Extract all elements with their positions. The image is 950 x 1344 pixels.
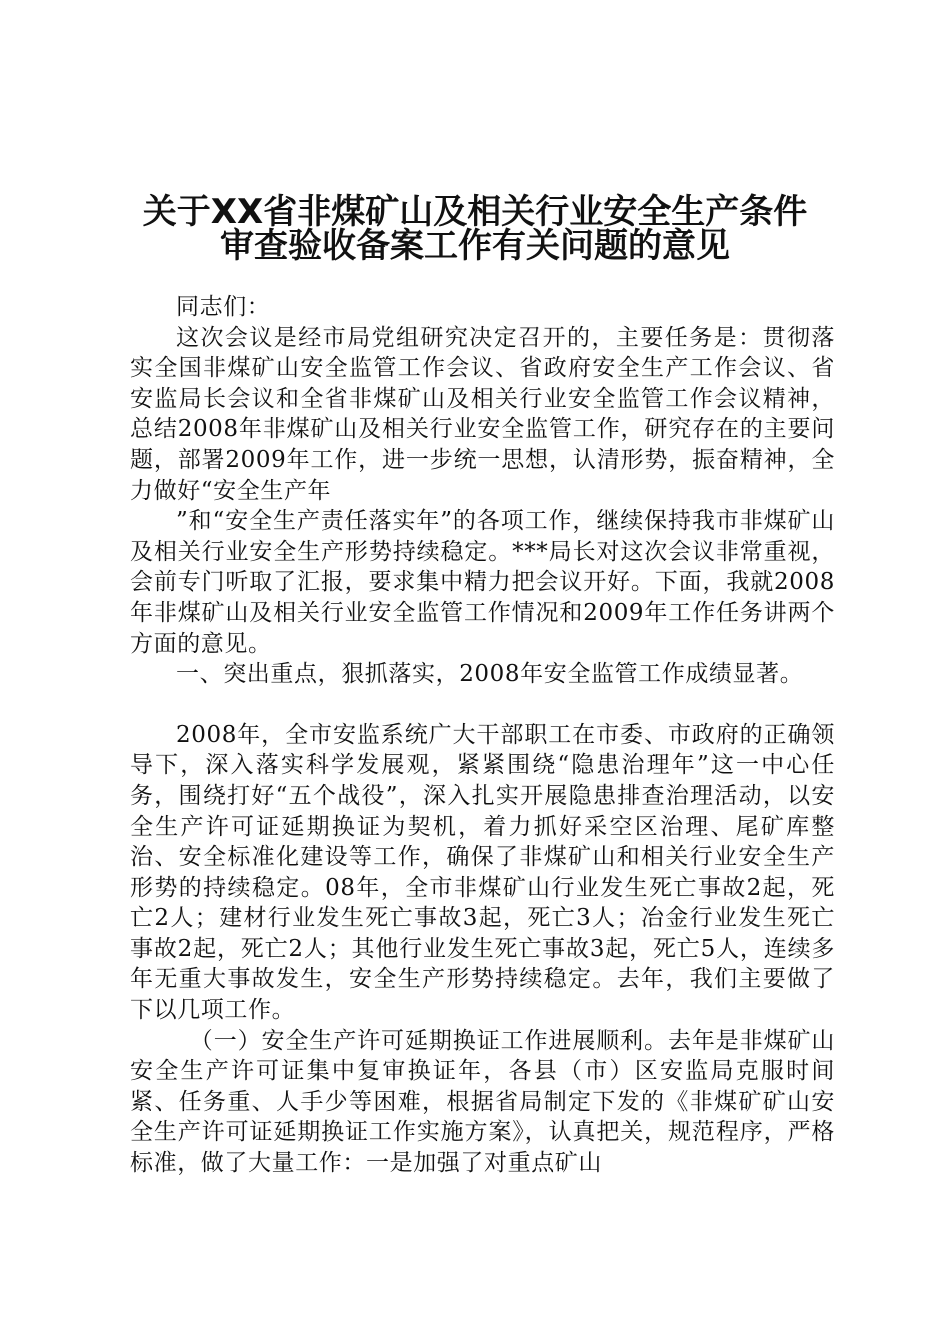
paragraph: 这次会议是经市局党组研究决定召开的，主要任务是：贯彻落实全国非煤矿山安全监管工作会议、省政府安全生产工作会议、省安监局长会议和全省非煤矿山及相关行业安全监管工作会议精神，总结2008年非煤矿山及相关行业安全监管工作，研究存在的主要问题，部署2009年工作，进一步统一思想，认清形势，振奋精神，全力做好“安全生产年: [130, 324, 835, 504]
document-body: [130, 292, 835, 1179]
section-heading: 一、突出重点，狠抓落实，2008年安全监管工作成绩显著。: [176, 661, 804, 688]
paragraph: ”和“安全生产责任落实年”的各项工作，继续保持我市非煤矿山及相关行业安全生产形势持续稳定。***局长对这次会议非常重视，会前专门听取了汇报，要求集中精力把会议开好。下面，我就2008年非煤矿山及相关行业安全监管工作情况和2009年工作任务讲两个方面的意见。: [130, 508, 835, 657]
paragraph: 2008年，全市安监系统广大干部职工在市委、市政府的正确领导下，深入落实科学发展观，紧紧围绕“隐患治理年”这一中心任务，围绕打好“五个战役”，深入扎实开展隐患排查治理活动，以安全生产许可证延期换证为契机，着力抓好采空区治理、尾矿库整治、安全标准化建设等工作，确保了非煤矿山和相关行业安全生产形势的持续稳定。08年，全市非煤矿山行业发生死亡事故2起，死亡2人；建材行业发生死亡事故3起，死亡3人；冶金行业发生死亡事故2起，死亡2人；其他行业发生死亡事故3起，死亡5人，连续多年无重大事故发生，安全生产形势持续稳定。去年，我们主要做了下以几项工作。: [130, 721, 835, 1024]
paragraph: （一）安全生产许可延期换证工作进展顺利。去年是非煤矿山安全生产许可证集中复审换证年，各县（市）区安监局克服时间紧、任务重、人手少等困难，根据省局制定下发的《非煤矿矿山安全生产许可证延期换证工作实施方案》，认真把关，规范程序，严格标准，做了大量工作：一是加强了对重点矿山: [130, 1027, 835, 1177]
document-title-line-2: 审查验收备案工作有关问题的意见: [220, 226, 730, 266]
document-title-line-1: 关于XX省非煤矿山及相关行业安全生产条件: [142, 192, 808, 232]
salutation: 同志们：: [176, 294, 271, 320]
paragraph-spacer: [130, 690, 835, 720]
